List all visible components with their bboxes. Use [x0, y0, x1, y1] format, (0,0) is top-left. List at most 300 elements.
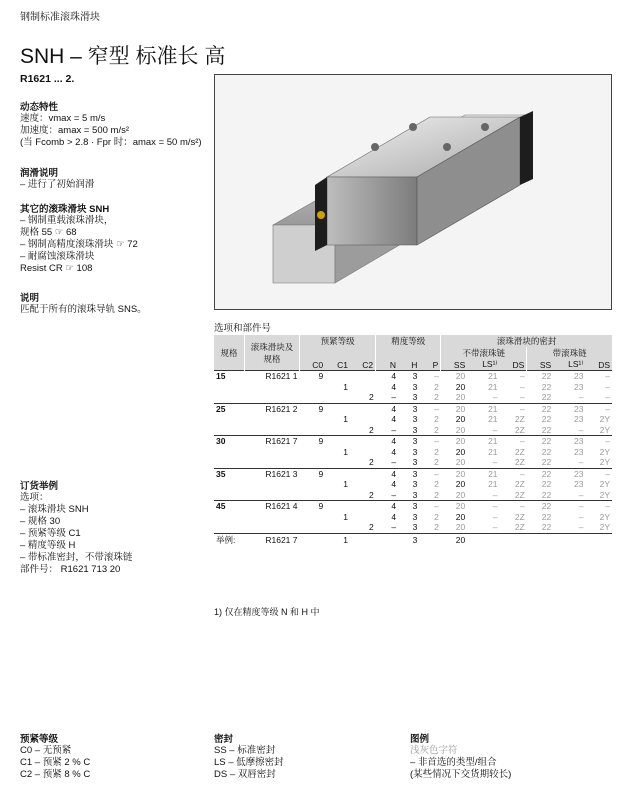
table-cell: 21: [488, 414, 498, 425]
block-code-cell: [245, 512, 300, 523]
table-cell: 22: [527, 371, 553, 382]
size-cell: 35: [214, 468, 245, 479]
table-cell: 20: [455, 446, 466, 457]
table-cell: [300, 392, 326, 403]
table-row: [214, 371, 612, 382]
table-cell: –: [585, 403, 612, 414]
table-cell: 4: [376, 501, 398, 512]
table-cell: 3: [398, 436, 419, 447]
order-line: – 预紧等级 C1: [20, 528, 81, 539]
table-cell: 9: [300, 436, 326, 447]
table-cell: –: [492, 489, 498, 500]
size-cell: [214, 425, 245, 436]
size-cell: 45: [214, 501, 245, 512]
table-cell: 2Z: [514, 457, 525, 468]
empty-cell: [500, 533, 527, 546]
empty-cell: [419, 533, 440, 546]
table-cell: 4: [391, 511, 397, 522]
table-cell: –: [492, 522, 498, 533]
table-cell: 2Z: [514, 522, 525, 533]
table-row: [214, 512, 612, 523]
other-blocks-line: – 耐腐蚀滚珠滑块: [20, 251, 95, 262]
table-cell: 4: [391, 446, 397, 457]
table-cell: –: [585, 371, 612, 382]
other-blocks-heading: 其它的滚珠滑块 SNH: [20, 204, 110, 215]
table-cell: 20: [455, 479, 466, 490]
legend-seals-heading: 密封: [214, 734, 234, 745]
block-code-cell: [245, 490, 300, 501]
legend-key: [410, 731, 511, 781]
legend-seals-line: DS – 双唇密封: [214, 769, 276, 780]
table-cell: –: [419, 501, 440, 512]
size-cell: [214, 490, 245, 501]
table-cell: [325, 457, 350, 468]
note-section: [20, 290, 147, 316]
table-cell: –: [585, 468, 612, 479]
size-cell: [214, 457, 245, 468]
table-cell: –: [500, 371, 527, 382]
table-row: [214, 522, 612, 533]
block-code-cell: [245, 392, 300, 403]
table-row: [214, 479, 612, 490]
size-cell: [214, 392, 245, 403]
table-cell: [300, 490, 326, 501]
example-ss: 20: [441, 533, 467, 546]
table-cell: 22: [541, 414, 552, 425]
table-cell: [300, 512, 326, 523]
table-cell: [350, 414, 376, 425]
table-cell: 2Y: [599, 457, 610, 468]
order-line: 部件号： R1621 713 20: [20, 564, 121, 575]
order-example-heading: 订货举例: [20, 481, 59, 492]
other-blocks-line: 规格 55 ☞ 68: [20, 227, 77, 238]
table-cell: 9: [300, 501, 326, 512]
table-cell: 21: [488, 479, 498, 490]
table-cell: 23: [553, 403, 585, 414]
example-code: R1621 7: [245, 533, 300, 546]
table-cell: 4: [376, 371, 398, 382]
table-cell: 2: [434, 414, 439, 425]
dynamics-line: (当 Fcomb > 2.8 · Fpr 时：amax = 50 m/s²): [20, 137, 202, 148]
size-cell: [214, 447, 245, 458]
table-cell: 21: [488, 381, 498, 392]
table-cell: 22: [541, 522, 552, 533]
legend-seals: [214, 731, 284, 781]
table-cell: 22: [541, 511, 552, 522]
table-row: [214, 403, 612, 414]
col-c1: C1: [337, 359, 348, 370]
table-cell: 9: [300, 468, 326, 479]
legend-preload-heading: 预紧等级: [20, 734, 59, 745]
note-line: 匹配于所有的滚珠导轨 SNS。: [20, 304, 147, 315]
table-cell: 20: [455, 522, 466, 533]
table-cell: 3: [412, 511, 418, 522]
table-cell: 2Y: [599, 489, 610, 500]
empty-cell: [585, 533, 612, 546]
table-cell: 2: [434, 392, 439, 403]
table-row: [214, 392, 612, 403]
table-cell: [350, 371, 376, 382]
table-cell: –: [585, 501, 612, 512]
table-cell: [300, 414, 326, 425]
table-cell: 2: [434, 511, 439, 522]
part-number-table: [214, 335, 612, 546]
legend-preload-line: C2 – 预紧 8 % C: [20, 769, 91, 780]
size-cell: [214, 522, 245, 533]
table-cell: 2Y: [599, 479, 610, 490]
table-cell: 23: [574, 381, 584, 392]
col-block-header: 滚珠滑块及规格: [245, 335, 300, 371]
order-line: – 精度等级 H: [20, 540, 76, 551]
table-row: [214, 425, 612, 436]
table-cell: –: [500, 501, 527, 512]
product-photo: [214, 74, 612, 310]
table-cell: 23: [553, 371, 585, 382]
col-without-chain-header: 不带滚珠链: [441, 347, 527, 359]
legend-seals-line: LS – 低摩擦密封: [214, 757, 284, 768]
table-cell: 20: [441, 468, 467, 479]
legend-preload-line: C1 – 预紧 2 % C: [20, 757, 91, 768]
table-cell: 3: [398, 501, 419, 512]
part-number-range: R1621 ... 2.: [20, 73, 75, 85]
col-preload-header: 预紧等级: [300, 335, 376, 347]
table-cell: –: [605, 381, 610, 392]
lubrication-section: [20, 165, 94, 191]
table-row: [214, 382, 612, 393]
table-cell: 4: [376, 468, 398, 479]
block-code-cell: [245, 479, 300, 490]
table-cell: 2: [434, 381, 439, 392]
block-code-cell: [245, 425, 300, 436]
table-cell: 1: [343, 479, 348, 490]
col-ds: DS: [512, 359, 525, 370]
ball-runner-block-illustration: [215, 75, 611, 309]
col-ds2: DS: [598, 359, 610, 370]
table-cell: 3: [412, 414, 418, 425]
table-cell: [300, 425, 326, 436]
order-example-section: [20, 478, 132, 576]
table-cell: –: [585, 436, 612, 447]
table-cell: 1: [343, 414, 348, 425]
table-cell: –: [492, 457, 498, 468]
table-title: 选项和部件号: [214, 323, 272, 334]
table-cell: 4: [376, 436, 398, 447]
legend-preload-line: C0 – 无预紧: [20, 745, 72, 756]
block-code-cell: R1621 1: [245, 371, 300, 382]
table-cell: 21: [467, 371, 499, 382]
table-cell: 2Y: [599, 424, 610, 435]
size-cell: [214, 414, 245, 425]
table-cell: 23: [574, 446, 584, 457]
table-cell: 2: [434, 489, 439, 500]
empty-cell: [300, 533, 326, 546]
table-cell: –: [391, 522, 397, 533]
table-cell: 4: [391, 479, 397, 490]
table-cell: 21: [467, 403, 499, 414]
table-cell: 1: [343, 446, 348, 457]
footnote: 1) 仅在精度等级 N 和 H 中: [214, 607, 320, 617]
table-cell: –: [500, 468, 527, 479]
table-cell: 1: [343, 381, 348, 392]
table-cell: 3: [412, 392, 418, 403]
block-code-cell: [245, 382, 300, 393]
table-cell: [325, 468, 350, 479]
table-cell: 20: [455, 457, 466, 468]
table-cell: 2Z: [514, 446, 525, 457]
col-accuracy-header: 精度等级: [376, 335, 441, 347]
order-line: – 带标准密封，不带滚珠链: [20, 552, 133, 563]
block-code-cell: [245, 447, 300, 458]
col-seals-header: 滚珠滑块的密封: [441, 335, 612, 347]
table-cell: 20: [455, 489, 466, 500]
table-cell: 22: [527, 436, 553, 447]
table-cell: 3: [412, 424, 418, 435]
table-cell: –: [578, 522, 584, 533]
legend-key-line: (某些情况下交货期较长): [410, 769, 512, 780]
col-ls2: LS¹⁾: [568, 359, 584, 369]
table-cell: 20: [455, 381, 466, 392]
dynamics-heading: 动态特性: [20, 102, 59, 113]
table-cell: [325, 490, 350, 501]
order-line: – 滚珠滑块 SNH: [20, 504, 89, 515]
table-cell: [350, 468, 376, 479]
table-cell: [350, 501, 376, 512]
block-code-cell: [245, 457, 300, 468]
table-cell: –: [578, 489, 584, 500]
legend-seals-line: SS – 标准密封: [214, 745, 276, 756]
table-cell: –: [578, 392, 584, 403]
table-cell: 23: [574, 414, 584, 425]
table-row: [214, 468, 612, 479]
table-cell: 2Z: [514, 424, 525, 435]
table-cell: 2: [434, 446, 439, 457]
order-line: 选项：: [20, 492, 49, 503]
block-code-cell: [245, 414, 300, 425]
other-blocks-line: – 钢制重载滚珠滑块，: [20, 215, 114, 226]
table-cell: 2: [368, 392, 374, 403]
table-cell: 21: [467, 468, 499, 479]
table-cell: 20: [441, 436, 467, 447]
block-code-cell: R1621 4: [245, 501, 300, 512]
size-cell: [214, 512, 245, 523]
table-cell: [350, 447, 376, 458]
col-ss: SS: [441, 359, 467, 371]
table-cell: 2: [368, 522, 374, 533]
example-label: 举例:: [214, 533, 245, 546]
table-cell: 21: [488, 446, 498, 457]
table-cell: 20: [455, 392, 466, 403]
page-header: 钢制标准滚珠滑块: [20, 12, 100, 23]
table-cell: [300, 522, 326, 533]
table-cell: –: [578, 457, 584, 468]
col-n: N: [376, 359, 398, 371]
page-title: SNH – 窄型 标准长 高: [20, 45, 226, 68]
legend-preload: [20, 731, 90, 781]
block-code-cell: R1621 2: [245, 403, 300, 414]
other-blocks-line: – 钢制高精度滚珠滑块 ☞ 72: [20, 239, 138, 250]
empty-cell: [527, 533, 553, 546]
col-size-header: 规格: [220, 347, 238, 358]
table-row: [214, 436, 612, 447]
table-cell: [300, 447, 326, 458]
table-cell: –: [492, 424, 498, 435]
table-cell: –: [500, 403, 527, 414]
table-cell: [300, 479, 326, 490]
table-cell: [350, 479, 376, 490]
table-cell: –: [578, 511, 584, 522]
size-cell: 15: [214, 371, 245, 382]
col-p: P: [432, 359, 439, 370]
table-cell: 22: [541, 392, 552, 403]
table-cell: –: [391, 457, 397, 468]
table-cell: 22: [541, 457, 552, 468]
legend-key-line: 浅灰色字符: [410, 745, 458, 756]
table-cell: 2: [368, 457, 374, 468]
note-heading: 说明: [20, 293, 40, 304]
table-cell: 3: [412, 479, 418, 490]
legend-key-line: – 非首选的类型/组合: [410, 757, 497, 768]
table-cell: 2: [368, 424, 374, 435]
table-cell: [350, 512, 376, 523]
table-cell: 2Y: [599, 414, 610, 425]
empty-cell: [467, 533, 499, 546]
empty-cell: [553, 533, 585, 546]
table-cell: [350, 403, 376, 414]
table-cell: 2Z: [514, 511, 525, 522]
table-cell: 2: [434, 424, 439, 435]
table-cell: 20: [441, 403, 467, 414]
table-cell: –: [520, 381, 525, 392]
col-h: H: [411, 359, 418, 370]
table-cell: 22: [541, 446, 552, 457]
table-cell: 22: [527, 501, 553, 512]
table-cell: –: [467, 501, 499, 512]
block-code-cell: R1621 7: [245, 436, 300, 447]
table-cell: 4: [391, 414, 397, 425]
table-cell: –: [391, 392, 397, 403]
table-cell: –: [578, 424, 584, 435]
table-cell: 2: [368, 489, 374, 500]
table-row: [214, 447, 612, 458]
col-ss2: SS: [527, 359, 553, 371]
table-cell: 2: [434, 522, 439, 533]
table-cell: –: [520, 392, 525, 403]
table-cell: 4: [391, 381, 397, 392]
table-cell: –: [391, 424, 397, 435]
table-cell: 3: [412, 522, 418, 533]
table-cell: –: [391, 489, 397, 500]
block-code-cell: R1621 3: [245, 468, 300, 479]
table-cell: 3: [412, 489, 418, 500]
col-c0: C0: [300, 359, 326, 371]
table-cell: 23: [553, 436, 585, 447]
table-cell: [325, 392, 350, 403]
table-cell: [350, 382, 376, 393]
table-cell: [325, 501, 350, 512]
legend-key-heading: 图例: [410, 734, 430, 745]
table-cell: 22: [541, 381, 552, 392]
table-cell: 9: [300, 403, 326, 414]
table-cell: [325, 522, 350, 533]
size-cell: 30: [214, 436, 245, 447]
table-cell: [325, 371, 350, 382]
table-cell: [300, 457, 326, 468]
table-cell: 23: [574, 479, 584, 490]
dynamics-line: 速度：vmax = 5 m/s: [20, 113, 106, 124]
col-c2: C2: [362, 359, 374, 370]
table-row: [214, 501, 612, 512]
table-cell: –: [419, 403, 440, 414]
table-cell: 2Y: [599, 511, 610, 522]
table-cell: 22: [541, 424, 552, 435]
other-blocks-section: [20, 201, 138, 275]
example-row: [214, 533, 612, 546]
table-cell: [325, 436, 350, 447]
table-cell: 3: [398, 371, 419, 382]
table-cell: –: [419, 468, 440, 479]
col-ls: LS¹⁾: [482, 359, 498, 369]
table-cell: 20: [455, 511, 466, 522]
size-cell: [214, 382, 245, 393]
table-cell: 20: [455, 414, 466, 425]
table-cell: 2Y: [599, 446, 610, 457]
block-code-cell: [245, 522, 300, 533]
lubrication-heading: 润滑说明: [20, 168, 59, 179]
table-cell: 3: [412, 446, 418, 457]
table-cell: 4: [376, 403, 398, 414]
lubrication-line: – 进行了初始润滑: [20, 179, 95, 190]
order-line: – 规格 30: [20, 516, 61, 527]
table-cell: –: [492, 392, 498, 403]
table-cell: 3: [398, 468, 419, 479]
table-cell: –: [553, 501, 585, 512]
table-row: [214, 490, 612, 501]
table-cell: 3: [412, 457, 418, 468]
example-c1: 1: [325, 533, 350, 546]
size-cell: [214, 479, 245, 490]
table-cell: [325, 425, 350, 436]
table-cell: 20: [441, 371, 467, 382]
dynamics-section: [20, 99, 202, 149]
table-cell: –: [419, 436, 440, 447]
table-cell: 22: [541, 489, 552, 500]
table-row: [214, 457, 612, 468]
table-cell: 2: [434, 457, 439, 468]
empty-cell: [350, 533, 376, 546]
table-cell: [325, 403, 350, 414]
col-with-chain-header: 带滚珠链: [527, 347, 612, 359]
other-blocks-line: Resist CR ☞ 108: [20, 263, 93, 274]
table-cell: [300, 382, 326, 393]
table-cell: 22: [527, 403, 553, 414]
table-cell: 9: [300, 371, 326, 382]
table-cell: 3: [398, 403, 419, 414]
table-cell: 1: [343, 511, 348, 522]
table-cell: –: [419, 371, 440, 382]
empty-cell: [376, 533, 398, 546]
table-cell: [350, 436, 376, 447]
table-cell: 22: [527, 468, 553, 479]
dynamics-line: 加速度：amax = 500 m/s²: [20, 125, 130, 136]
table-cell: –: [500, 436, 527, 447]
table-cell: 2Z: [514, 489, 525, 500]
table-cell: 2Y: [599, 522, 610, 533]
table-cell: –: [492, 511, 498, 522]
table-cell: 3: [412, 381, 418, 392]
table-cell: 20: [455, 424, 466, 435]
table-cell: 22: [541, 479, 552, 490]
size-cell: 25: [214, 403, 245, 414]
